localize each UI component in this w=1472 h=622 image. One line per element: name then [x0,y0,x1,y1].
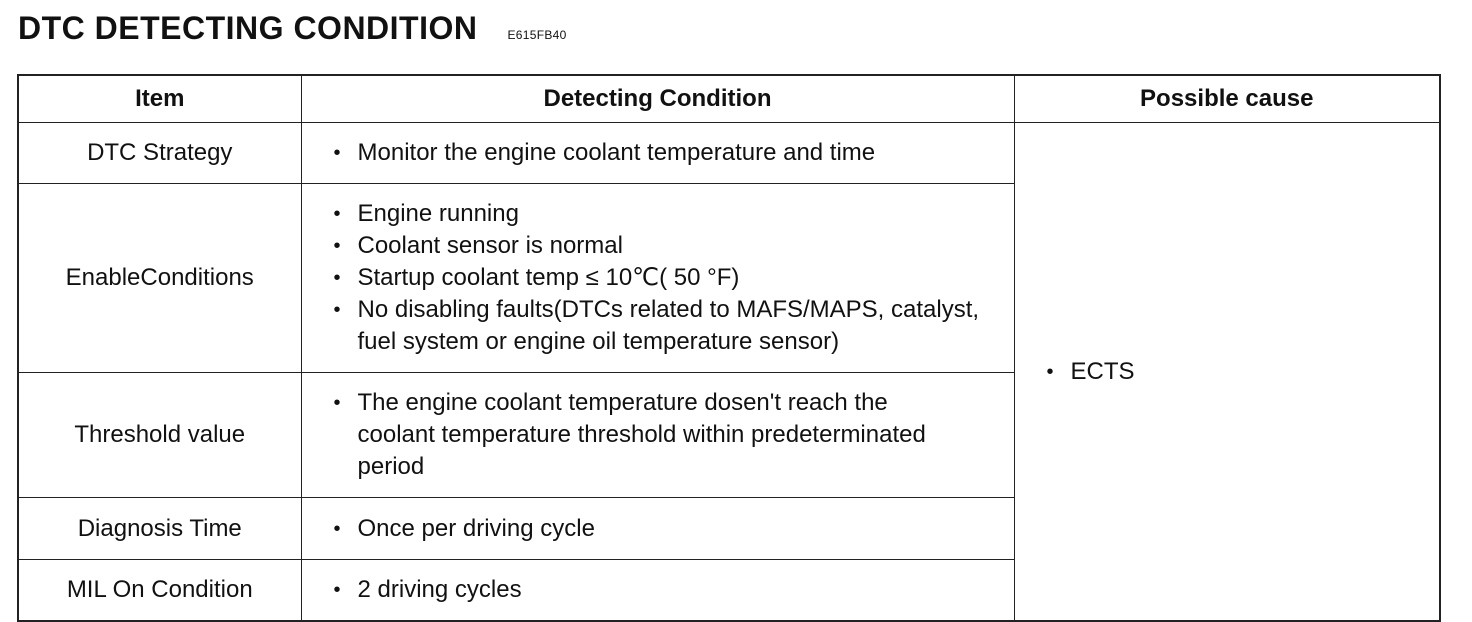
dtc-condition-table [17,74,1441,622]
possible-cause-cell [1014,123,1440,622]
table-row [18,123,1440,184]
document-code: E615FB40 [507,28,567,42]
row-label-diagnosis-time: Diagnosis Time [18,498,301,560]
condition-bullet: • No disabling faults(DTCs related to MAFS/MAPS, catalyst, fuel system or engine oil temperature sensor) [330,294,1004,358]
condition-bullet: • The engine coolant temperature dosen't reach the coolant temperature threshold within predeterminated period [330,387,1004,483]
table-header-row [18,75,1440,123]
condition-bullet: • Coolant sensor is normal [330,230,1004,262]
row-label-mil-on-condition: MIL On Condition [18,560,301,622]
condition-cell [301,373,1014,498]
column-header-detecting-condition: Detecting Condition [301,75,1014,123]
condition-bullet: • Monitor the engine coolant temperature and time [330,137,1004,169]
column-header-possible-cause: Possible cause [1014,75,1440,123]
column-header-item: Item [18,75,301,123]
condition-cell [301,498,1014,560]
page-title: DTC DETECTING CONDITION [18,10,478,46]
row-label-dtc-strategy: DTC Strategy [18,123,301,184]
condition-cell [301,123,1014,184]
page-heading [18,10,567,47]
possible-cause-bullet: • ECTS [1043,356,1439,388]
condition-bullet: • 2 driving cycles [330,574,1004,606]
condition-cell [301,560,1014,622]
condition-cell [301,184,1014,373]
condition-bullet: • Engine running [330,198,1004,230]
condition-bullet: • Startup coolant temp ≤ 10℃( 50 °F) [330,262,1004,294]
condition-bullet: • Once per driving cycle [330,513,1004,545]
row-label-enable-conditions: EnableConditions [18,184,301,373]
row-label-threshold-value: Threshold value [18,373,301,498]
